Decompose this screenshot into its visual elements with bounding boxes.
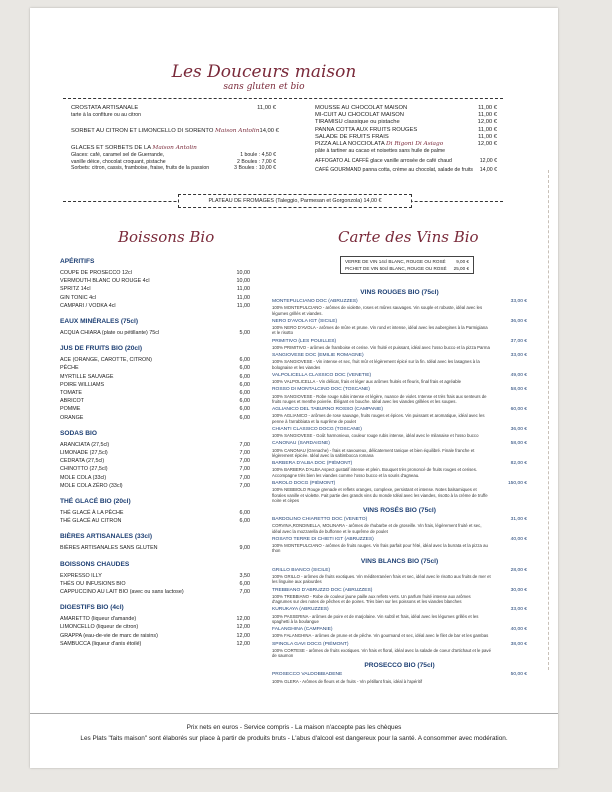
wine-name: ROSATO TERRE DI CHIETI IGT (ABRUZZES): [272, 536, 374, 542]
wine-name: TREBBIANO D'ABRUZZO DOC (ABRUZZES): [272, 587, 373, 593]
wine-name: PROSECCO VALDOBBIADENE: [272, 672, 343, 678]
boissons-category: JUS DE FRUITS BIO (20cl): [60, 345, 143, 353]
boisson-name: BIÈRES ARTISANALES SANS GLUTEN: [60, 545, 158, 552]
boisson-price: 7,00: [239, 482, 250, 489]
boisson-item: [60, 294, 250, 302]
boisson-name: PÊCHE: [60, 365, 79, 372]
boisson-item: [60, 517, 250, 525]
wine-price: 40,00 €: [510, 536, 527, 542]
boisson-price: 12,00: [236, 624, 250, 631]
dessert-item: MI-CUIT AU CHOCOLAT MAISON 11,00 €: [315, 112, 497, 119]
wine-price: 58,00 €: [510, 387, 527, 393]
wine-desc: 100% CANONAU (Grenache) - frais et savoureux, délicatement tanique et bien équilibré. Finale franche et légèrement épicée. Idéal avec la saltimbocca romana: [272, 447, 475, 458]
boisson-name: THÉS OU INFUSIONS BIO: [60, 580, 126, 587]
dessert-item: MOUSSE AU CHOCOLAT MAISON 11,00 €: [315, 105, 497, 111]
boisson-price: 7,00: [239, 450, 250, 457]
wine-price: 33,00 €: [510, 299, 527, 304]
boisson-item: [60, 509, 250, 517]
boisson-item: [60, 364, 250, 372]
boisson-name: LIMONCELLO (liqueur de citron): [60, 624, 139, 631]
boisson-item: [60, 381, 250, 389]
desserts-section: [63, 98, 503, 202]
wine-item: [272, 407, 527, 424]
wine-item: [272, 627, 527, 639]
boisson-item: [60, 474, 250, 482]
dessert-item: SORBET AU CITRON ET LIMONCELLO DI SORENTO Maison Antolin 14,00 €: [71, 127, 279, 134]
wine-desc: 100% AGLIANICO - arômes de rose sauvage, fruits rouges et épices. Vin puissant et aromatique, idéal avec les penne à l'arrabbiata et la suprême de poulet: [272, 413, 485, 424]
boisson-price: 3,50: [239, 572, 250, 579]
boisson-price: 7,00: [239, 589, 250, 596]
wine-item: [272, 387, 527, 404]
vins-title: Carte des Vins Bio: [338, 228, 479, 246]
wine-desc: 100% BARBERA D'ALBA Aspect gustatif intense et plein. Bouquet très prononcé de fruits rouges et cerises. Accompagne très bien les viandes comme l'osso bucco et la souris d'agneau.: [272, 467, 478, 478]
wine-item: [272, 517, 527, 534]
boisson-name: POIRE WILLIAMS: [60, 381, 105, 388]
wine-item: [272, 441, 527, 458]
wine-name: GRILLO BIANCO (SICILE): [272, 567, 331, 573]
boisson-name: VERMOUTH BLANC OU ROUGE 4cl: [60, 278, 150, 285]
wine-name: FALANGHINA (CAMPANIE): [272, 627, 333, 633]
boisson-item: [60, 389, 250, 397]
wine-item: [272, 339, 527, 351]
boisson-name: COUPE DE PROSECCO 12cl: [60, 270, 132, 276]
boissons-category: EAUX MINÉRALES (75cl): [60, 318, 139, 326]
boisson-price: 7,00: [239, 474, 250, 481]
boisson-price: 12,00: [236, 640, 250, 647]
boisson-name: THÉ GLACÉ À LA PÊCHE: [60, 510, 124, 517]
boisson-item: [60, 373, 250, 381]
wine-price: 60,00 €: [510, 407, 527, 413]
desserts-subtitle: sans gluten et bio: [223, 82, 305, 92]
boisson-name: CAMPARI / VODKA 4cl: [60, 302, 116, 309]
boisson-price: 10,00: [236, 278, 250, 285]
footer-line-1: Prix nets en euros - Service compris - La maison n'accepte pas les chèques: [186, 724, 402, 731]
boisson-item: [60, 457, 250, 465]
boisson-item: [60, 405, 250, 413]
boissons-category: THÉ GLACÉ BIO (20cl): [60, 498, 131, 506]
wine-name: ROSSO DI MONTALCINO DOC (TOSCANE): [272, 387, 370, 393]
boisson-price: 11,00: [236, 302, 250, 309]
vins-category: PROSECCO BIO (75cl): [364, 662, 435, 670]
wine-price: 150,00 €: [507, 481, 527, 487]
wine-name: SANGIOVESE DOC (EMILIE ROMAGNE): [272, 353, 364, 359]
wine-item: [272, 461, 527, 478]
desserts-title: Les Douceurs maison: [171, 62, 357, 82]
boisson-item: [60, 449, 250, 457]
dessert-item: SALADE DE FRUITS FRAIS 11,00 €: [315, 133, 497, 140]
boisson-item: [60, 302, 250, 310]
boisson-item: [60, 482, 250, 490]
boissons-title: Boissons Bio: [118, 228, 215, 246]
boisson-price: 6,00: [239, 357, 250, 364]
boisson-price: 11,00: [236, 286, 250, 293]
dessert-desc: pâte à tartiner au cacao et noisettes sans huile de palme: [315, 148, 446, 155]
boisson-name: TOMATE: [60, 390, 82, 397]
wine-price: 33,00 €: [510, 607, 527, 613]
vins-category: VINS BLANCS BIO (75cl): [360, 557, 439, 565]
vins-category: VINS ROUGES BIO (75cl): [360, 289, 439, 296]
wine-item: [272, 568, 527, 585]
wine-price: 58,00 €: [510, 441, 527, 447]
wine-name: BAROLO DOCG (PIÉMONT): [272, 481, 336, 487]
wine-item: [272, 537, 527, 554]
boisson-price: 6,00: [239, 398, 250, 405]
wine-price: 82,00 €: [510, 461, 527, 467]
vins-category: VINS ROSÉS BIO (75cl): [363, 507, 436, 515]
wine-desc: 100% CORTESE - arômes de fruits exotiques. Vin frais et floral, idéal avec la salade de coeur d'artichaut et le pavé de saumon: [272, 647, 491, 659]
carafe-item: PICHET DE VIN 50cl BLANC, ROUGE OU ROSÉ 25,00 €: [345, 265, 469, 271]
footer: [30, 713, 558, 744]
boisson-item: [60, 356, 250, 364]
boisson-name: MOLE COLA ZÉRO (33cl): [60, 482, 123, 489]
boisson-price: 6,00: [239, 510, 250, 517]
boisson-price: 6,00: [239, 580, 250, 587]
wine-price: 28,00 €: [510, 567, 527, 573]
wine-price: 37,00 €: [510, 338, 527, 344]
boisson-name: AMARETTO (liqueur d'amande): [60, 616, 137, 623]
dessert-item: CROSTATA ARTISANALE 11,00 €: [71, 105, 276, 111]
glaces-line: Glaces: café, caramel sel de Guerrande, 1 boule : 4,50 €: [71, 152, 276, 159]
boisson-item: [60, 441, 250, 449]
wine-desc: 100% FALANGHINA - arômes de prune et de pêche. Vin gourmand et sec, idéal avec le filet de bar et les gambas: [272, 633, 489, 639]
boisson-price: 12,00: [236, 632, 250, 639]
boisson-name: ARANCIATA (27,5cl): [60, 441, 110, 448]
boisson-item: [60, 329, 250, 337]
boisson-price: 11,00: [236, 294, 250, 301]
boisson-item: [60, 397, 250, 405]
wine-name: CHIANTI CLASSICO DOCG (TOSCANE): [272, 426, 362, 432]
boisson-name: ACE (ORANGE, CAROTTE, CITRON): [60, 357, 152, 364]
plateau-fromages: PLATEAU DE FROMAGES (Taleggio, Parmesan et Gorgonzola) 14,00 €: [178, 194, 412, 208]
wine-name: BARDOLINO CHIARETTO DOC (VENETO): [272, 517, 368, 523]
vins-list: [272, 285, 527, 687]
boisson-price: 6,00: [239, 518, 250, 525]
boissons-category: APÉRITIFS: [60, 258, 95, 265]
boisson-item: [60, 615, 250, 623]
boisson-price: 6,00: [239, 365, 250, 372]
wine-desc: 100% PRIMITIVO - arômes de framboise et cerise. Vin fruité et puissant, idéal avec l'osso bucco et la pizza Parma: [272, 344, 490, 350]
boisson-item: [60, 285, 250, 293]
wine-desc: 100% MONTEPULCIANO - arômes de fruits rouges. Vin frais parfait pour l'été, idéal avec la burrata et la pizza au thon: [272, 543, 488, 554]
boissons-category: SODAS BIO: [60, 429, 98, 437]
boisson-name: GRAPPA (eau-de-vie de marc de raisins): [60, 632, 158, 639]
wine-price: 36,00 €: [510, 426, 527, 432]
carafe-item: VERRE DE VIN 14cl BLANC, ROUGE OU ROSÉ 9,00 €: [345, 259, 469, 264]
boisson-price: 7,00: [239, 441, 250, 448]
wine-price: 36,00 €: [510, 318, 527, 324]
boisson-item: [60, 465, 250, 473]
wine-price: 31,00 €: [510, 517, 527, 523]
wine-price: 30,00 €: [510, 587, 527, 593]
boisson-item: [60, 588, 250, 596]
wine-name: VALPOLICELLA CLASSICO DOC (VENETIE): [272, 372, 372, 378]
wine-item: [272, 373, 527, 385]
dessert-item: PIZZA ALLA NOCCIOLATA Di Rigoni Di Asiago 12,00 €: [315, 141, 497, 148]
boisson-price: 5,00: [239, 330, 250, 337]
boisson-item: [60, 544, 250, 552]
boissons-category: BIÈRES ARTISANALES (33cl): [60, 533, 153, 541]
boisson-name: LIMONADE (27,5cl): [60, 450, 108, 457]
wine-item: [272, 588, 527, 605]
boisson-name: GIN TONIC 4cl: [60, 294, 97, 301]
wine-price: 33,00 €: [510, 353, 527, 359]
boissons-list: [60, 250, 250, 648]
wine-item: [272, 481, 527, 503]
boisson-item: [60, 414, 250, 422]
wine-price: 40,00 €: [510, 627, 527, 633]
boisson-price: 7,00: [239, 466, 250, 473]
boisson-name: ACQUA CHIARA (plate ou pétillante) 75cl: [60, 330, 160, 337]
boisson-name: ORANGE: [60, 414, 84, 421]
dessert-item: CAFÉ GOURMAND panna cotta, crème au chocolat, salade de fruits 14,00 €: [315, 167, 497, 174]
boisson-name: CAPPUCCINO AU LAIT BIO (avec ou sans lactose): [60, 589, 184, 596]
boisson-price: 12,00: [236, 616, 250, 623]
wine-price: 38,00 €: [510, 641, 527, 647]
boisson-name: ABRICOT: [60, 398, 84, 405]
wine-desc: 100% VALPOLICELLA - Vin délicat, frais et léger aux arômes fruités et fleuris, final frais et agréable: [272, 379, 461, 385]
wine-name: AGLIANICO DEL TABURNO ROSSO (CAMPANIE): [272, 407, 383, 413]
boisson-price: 6,00: [239, 373, 250, 380]
boisson-name: CEDRATA (27,5cl): [60, 458, 105, 465]
desserts-left-column: [71, 105, 279, 172]
boissons-category: BOISSONS CHAUDES: [60, 560, 130, 568]
wine-name: NERO D'AVOLA IGT (SICILE): [272, 318, 338, 324]
decorative-border: [548, 170, 559, 670]
boisson-price: 6,00: [239, 414, 250, 421]
boisson-price: 10,00: [236, 270, 250, 276]
boisson-item: [60, 580, 250, 588]
glaces-line: vanille déice, chocolat croquant, pistache 2 Boules : 7,00 €: [71, 158, 276, 165]
wine-name: PRIMITIVO (LES POUILLES): [272, 338, 337, 344]
boisson-price: 9,00: [239, 545, 250, 552]
boisson-item: [60, 640, 250, 648]
wine-item: [272, 427, 527, 439]
boisson-price: 7,00: [239, 458, 250, 465]
footer-line-2: Les Plats "faits maison" sont élaborés sur place à partir de produits bruts - L'abus d'alcool est dangereux pour la santé. A consommer avec modération.: [80, 735, 508, 742]
wine-item: [272, 299, 527, 316]
boisson-name: MYRTILLE SAUVAGE: [60, 373, 114, 380]
boisson-price: 6,00: [239, 406, 250, 413]
wine-name: SPINOLA GAVI DOCG (PIÉMONT): [272, 641, 349, 647]
wine-name: BARBERA D'ALBA DOC (PIÉMONT): [272, 461, 353, 467]
wine-price: 49,00 €: [510, 372, 527, 378]
wine-desc: 100% PASSERINA - arômes de poire et de marjolaine. Vin subtil et frais, idéal avec les légumes grillés et les spaghetti à la boulangue: [272, 613, 479, 624]
glaces-line: Sorbets: citron, cassis, framboise, fraise, fruits de la passion 3 Boules : 10,00 €: [71, 165, 276, 172]
boisson-item: [60, 572, 250, 580]
boisson-name: THÉ GLACÉ AU CITRON: [60, 518, 122, 525]
wine-desc: 100% MONTEPULCIANO - arômes de violette, roses et mûres sauvages. Vin souple et robuste, idéal avec les légumes grillés et viandes.: [272, 305, 483, 316]
boisson-name: POMME: [60, 406, 81, 413]
carafe-box: [340, 256, 474, 274]
dessert-item: AFFOGATO AL CAFFÈ glace vanille arrosée de café chaud 12,00 €: [315, 157, 497, 164]
boisson-name: CHINOTTO (27,5cl): [60, 466, 108, 473]
wine-name: CANONAU (SARDAIGNE): [272, 441, 330, 447]
boisson-name: SPRITZ 14cl: [60, 286, 91, 293]
boisson-item: [60, 277, 250, 285]
wine-item: [272, 642, 527, 659]
wine-desc: 100% TREBBIANO - Robe de couleur jaune paille aux reflets verts. Un parfum fruité intense aux arômes d'agrumes sur des notes de pêches et de poires. Très bien sur les poissons et les viandes blanches: [272, 593, 471, 605]
wine-name: MONTEPULCIANO DOC (ABRUZZES): [272, 299, 358, 304]
wine-desc: 100% GRILLO - arômes de fruits exotiques. Vin méditerranéen frais et sec, idéal avec le risotto aux fruits de mer et les linguine aux palourdes: [272, 573, 491, 585]
boisson-name: MOLE COLA (33cl): [60, 474, 107, 481]
wine-desc: 100% SANGIOVESE - Vin intense et sec, fruit mûr et légèrement épicé sur la fin. Idéal avec les lasagnes à la bolognaise et les viandes: [272, 359, 480, 370]
wine-item: [272, 672, 527, 684]
wine-desc: 100% NERO D'AVOLA - arômes de mûre et prune. Vin rond et intense, idéal avec les aubergines à la Parmigiana et le risotto: [272, 325, 488, 336]
boisson-name: EXPRESSO ILLY: [60, 572, 102, 579]
dessert-item: PANNA COTTA AUX FRUITS ROUGES 11,00 €: [315, 126, 497, 133]
wine-price: 50,00 €: [510, 672, 527, 678]
wine-desc: CORVINA,RONDINELLA, MOLINARA - arômes de rhubarbe et de groseille. Vin frais, légèrement fruité et sec, idéal avec la mozzarella de buffonne et le suprême de poulet: [272, 523, 482, 534]
wine-desc: 100% SANGIOVESE - Goût harmonieux, couleur rouge rubis intense, idéal avec le milanaise et l'osso bucco: [272, 433, 479, 439]
wine-desc: 100% SANGIOVESE - Robe rouge rubis intense et légère, nuance de violet. Intense et très frais aux senteurs de fruits rouges et menthe poivrée. Élégant en bouche. Idéal avec les viandes grillées et les soupes.: [272, 393, 487, 404]
boisson-price: 6,00: [239, 390, 250, 397]
wine-item: [272, 607, 527, 624]
wine-item: [272, 319, 527, 336]
wine-name: KURUKAYA (ABRUZZES): [272, 607, 329, 613]
boisson-item: [60, 269, 250, 277]
boissons-category: DIGESTIFS BIO (4cl): [60, 604, 124, 612]
boisson-item: [60, 632, 250, 640]
boisson-price: 6,00: [239, 381, 250, 388]
wine-item: [272, 353, 527, 370]
boisson-name: SAMBUCCA (liqueur d'anis étoilé): [60, 640, 142, 647]
glaces-heading: GLACES ET SORBETS DE LA Maison Antolin: [71, 145, 197, 151]
wine-desc: 100% NEBBIOLO Rouge grenade et reflets oranges, complexe, persistant et intense. Notes balsamiques et florales vanille et violette. Fait partie des grands vins du monde Idéal avec les viandes, risotto à la crème de truffe noire et cèpes: [272, 487, 488, 503]
wine-desc: 100% GLERA - Arômes de fleurs et de fruits - Vin pétillant frais, idéal à l'apéritif: [272, 678, 423, 684]
boisson-item: [60, 623, 250, 631]
dessert-desc: tarte à la confiture ou au citron: [71, 112, 142, 119]
desserts-right-column: [315, 105, 497, 174]
dessert-item: TIRAMISU classique ou pistache 12,00 €: [315, 119, 497, 126]
